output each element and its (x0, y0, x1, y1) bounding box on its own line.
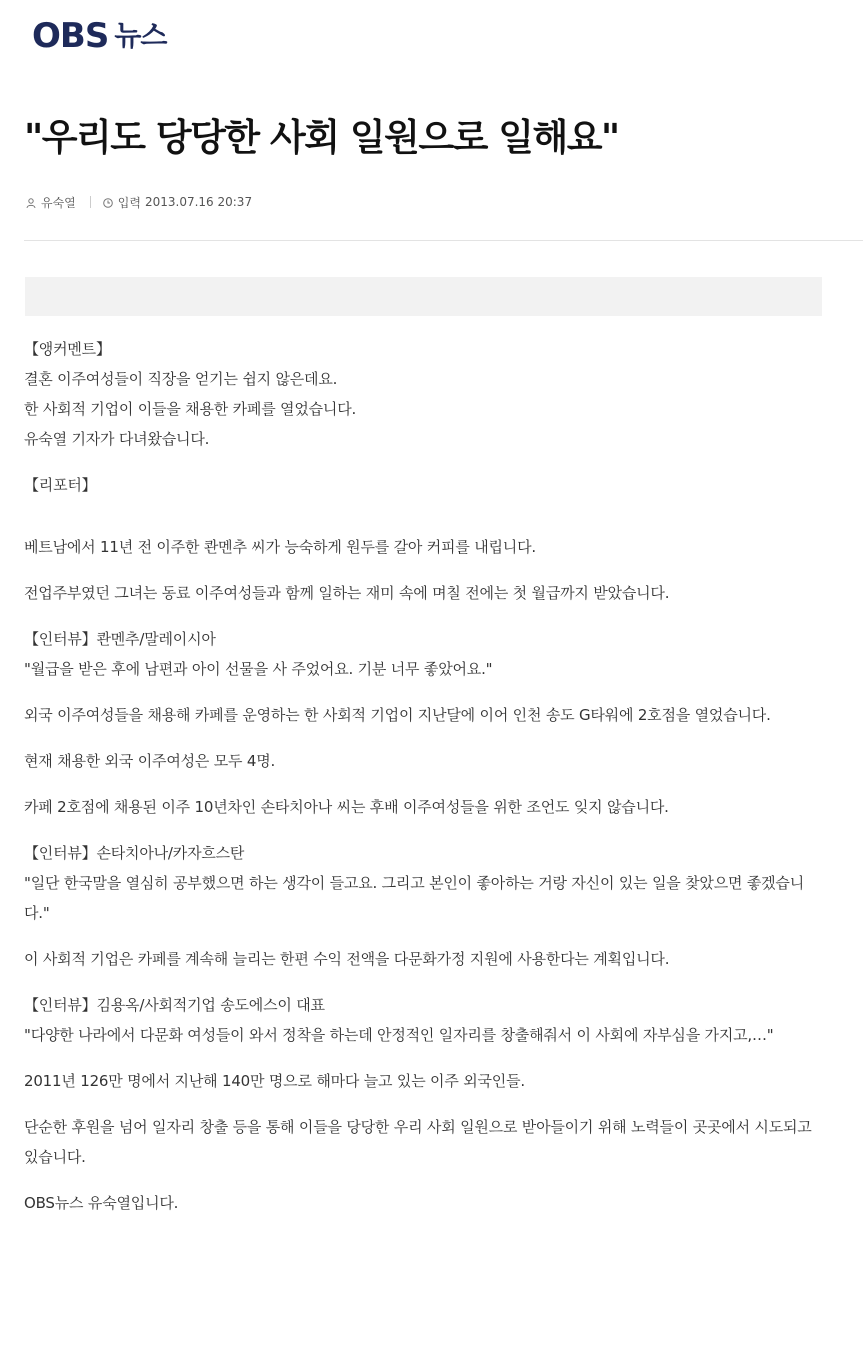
paragraph: 【인터뷰】손타치아나/카자흐스탄 (24, 844, 245, 862)
article-body (24, 334, 824, 1218)
paragraph: 베트남에서 11년 전 이주한 콴멘추 씨가 능숙하게 원두를 갈아 커피를 내립니다. (24, 538, 536, 556)
paragraph: 단순한 후원을 넘어 일자리 창출 등을 통해 이들을 당당한 우리 사회 일원으로 받아들이기 위해 노력들이 곳곳에서 시도되고 있습니다. (24, 1118, 812, 1166)
header-divider (24, 240, 863, 241)
paragraph: 유숙열 기자가 다녀왔습니다. (24, 430, 210, 448)
paragraph: 한 사회적 기업이 이들을 채용한 카페를 열었습니다. (24, 400, 357, 418)
publish-date: 2013.07.16 20:37 (144, 195, 253, 209)
paragraph: 2011년 126만 명에서 지난해 140만 명으로 해마다 늘고 있는 이주 외국인들. (24, 1072, 525, 1090)
paragraph: 【앵커멘트】 (24, 340, 111, 358)
logo-news-text: 뉴스 (114, 19, 167, 52)
paragraph: 【인터뷰】김용옥/사회적기업 송도에스이 대표 (24, 996, 325, 1014)
paragraph: "다양한 나라에서 다문화 여성들이 와서 정착을 하는데 안정적인 일자리를 창출해줘서 이 사회에 자부심을 가지고,…" (24, 1026, 774, 1044)
paragraph: "월급을 받은 후에 남편과 아이 선물을 사 주었어요. 기분 너무 좋았어요." (24, 660, 493, 678)
obs-news-logo[interactable] (32, 16, 166, 56)
paragraph: 현재 채용한 외국 이주여성은 모두 4명. (24, 752, 276, 770)
paragraph: 외국 이주여성들을 채용해 카페를 운영하는 한 사회적 기업이 지난달에 이어 인천 송도 G타워에 2호점을 열었습니다. (24, 706, 771, 724)
author-name[interactable]: 유숙열 (41, 195, 76, 210)
paragraph: 이 사회적 기업은 카페를 계속해 늘리는 한편 수익 전액을 다문화가정 지원에 사용한다는 계획입니다. (24, 950, 670, 968)
paragraph: "일단 한국말을 열심히 공부했으면 하는 생각이 들고요. 그리고 본인이 좋아하는 거랑 자신이 있는 일을 찾았으면 좋겠습니다." (24, 874, 805, 922)
clock-icon (103, 197, 113, 207)
paragraph: 【인터뷰】콴멘추/말레이시아 (24, 630, 216, 648)
meta-divider (90, 196, 91, 208)
paragraph: 카페 2호점에 채용된 이주 10년차인 손타치아나 씨는 후배 이주여성들을 위한 조언도 잊지 않습니다. (24, 798, 669, 816)
ad-banner[interactable] (25, 277, 822, 316)
article-meta (26, 192, 252, 212)
article-title: "우리도 당당한 사회 일원으로 일해요" (24, 116, 619, 159)
paragraph: OBS뉴스 유숙열입니다. (24, 1194, 179, 1212)
person-icon (26, 197, 36, 207)
paragraph: 【리포터】 (24, 476, 97, 494)
date-label: 입력 (117, 195, 141, 210)
logo-obs-text: OBS (32, 16, 109, 56)
paragraph: 전업주부였던 그녀는 동료 이주여성들과 함께 일하는 재미 속에 며칠 전에는 첫 월급까지 받았습니다. (24, 584, 670, 602)
paragraph: 결혼 이주여성들이 직장을 얻기는 쉽지 않은데요. (24, 370, 338, 388)
